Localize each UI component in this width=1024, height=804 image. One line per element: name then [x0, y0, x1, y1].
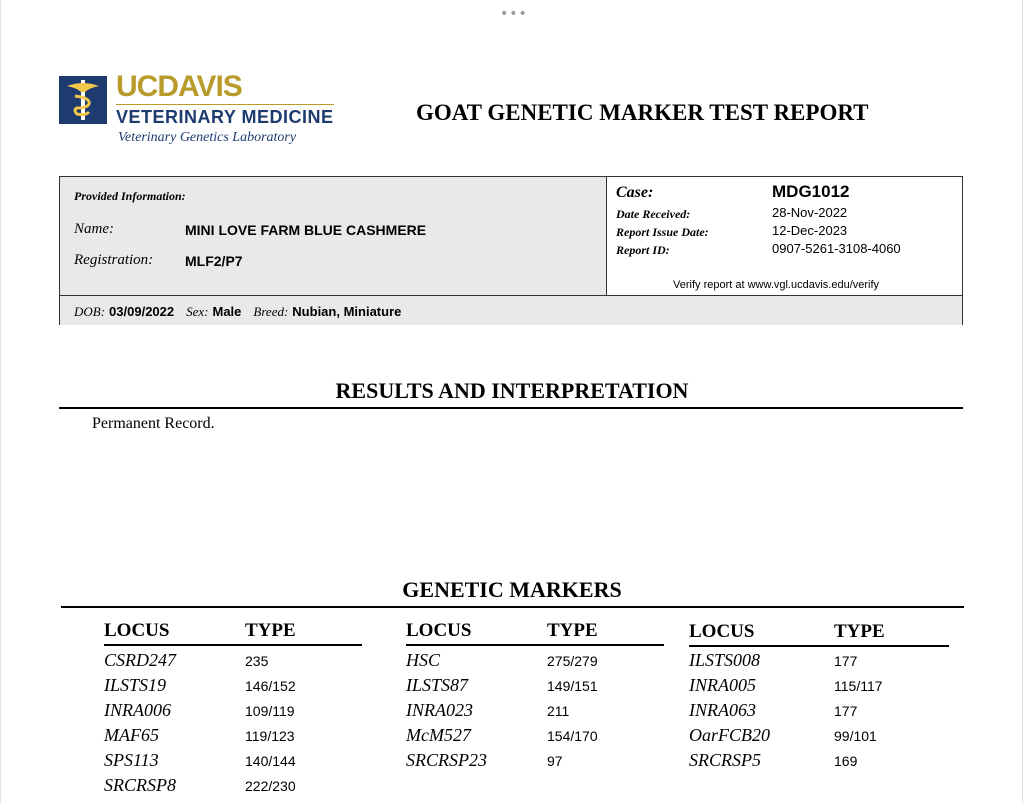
marker-type: 275/279: [547, 653, 598, 669]
date-received-label: Date Received:: [616, 207, 691, 221]
marker-locus: ILSTS008: [689, 650, 761, 670]
marker-locus: ILSTS87: [406, 675, 469, 695]
case-value: MDG1012: [772, 182, 850, 201]
marker-locus: SPS113: [104, 750, 159, 770]
logo-ucdavis-text: UCDAVIS: [116, 70, 242, 103]
registration-label: Registration:: [74, 252, 154, 268]
column-header-rule: [104, 644, 362, 646]
more-options-icon[interactable]: •••: [500, 6, 528, 22]
name-label: Name:: [74, 221, 114, 237]
marker-locus: INRA023: [406, 700, 473, 720]
marker-type: 109/119: [245, 703, 295, 719]
marker-type: 140/144: [245, 753, 296, 769]
marker-type: 97: [547, 753, 563, 769]
verify-link[interactable]: Verify report at www.vgl.ucdavis.edu/verify: [673, 279, 880, 291]
locus-header: LOCUS: [104, 620, 170, 641]
case-label: Case:: [616, 184, 654, 201]
marker-locus: CSRD247: [104, 650, 176, 670]
type-header: TYPE: [245, 620, 296, 641]
breed-label: Breed:: [253, 304, 289, 319]
marker-type: 99/101: [834, 728, 877, 744]
logo-lab-text: Veterinary Genetics Laboratory: [118, 130, 297, 145]
marker-locus: SRCRSP5: [689, 750, 761, 770]
column-header-rule: [406, 644, 664, 646]
marker-type: 115/117: [834, 678, 883, 694]
issue-date-value: 12-Dec-2023: [772, 223, 848, 238]
provided-info-heading: Provided Information:: [74, 189, 186, 203]
marker-locus: INRA005: [689, 675, 756, 695]
report-id-value: 0907-5261-3108-4060: [772, 241, 901, 256]
marker-type: 146/152: [245, 678, 296, 694]
dob-value: 03/09/2022: [109, 304, 175, 319]
name-value: MINI LOVE FARM BLUE CASHMERE: [185, 222, 427, 238]
report-id-label: Report ID:: [616, 243, 670, 257]
marker-type: 154/170: [547, 728, 598, 744]
marker-type: 177: [834, 703, 858, 719]
marker-locus: HSC: [406, 650, 441, 670]
markers-title: GENETIC MARKERS: [402, 577, 622, 602]
caduceus-icon: [59, 76, 107, 124]
animal-info-bar: [60, 295, 962, 325]
registration-value: MLF2/P7: [185, 253, 243, 269]
marker-locus: ILSTS19: [104, 675, 167, 695]
column-header-rule: [689, 645, 949, 647]
marker-type: 177: [834, 653, 858, 669]
marker-type: 149/151: [547, 678, 598, 694]
markers-rule: [61, 606, 964, 608]
marker-type: 235: [245, 653, 269, 669]
marker-locus: McM527: [406, 725, 471, 745]
marker-locus: SRCRSP8: [104, 775, 176, 795]
marker-locus: SRCRSP23: [406, 750, 487, 770]
date-received-value: 28-Nov-2022: [772, 205, 848, 220]
sex-label: Sex:: [186, 304, 209, 319]
issue-date-label: Report Issue Date:: [616, 225, 709, 239]
results-title: RESULTS AND INTERPRETATION: [335, 378, 689, 403]
logo-school-text: VETERINARY MEDICINE: [116, 107, 334, 127]
provided-info-panel: [60, 177, 607, 295]
marker-type: 222/230: [245, 778, 296, 794]
marker-locus: INRA006: [104, 700, 171, 720]
report-title: GOAT GENETIC MARKER TEST REPORT: [416, 100, 869, 125]
results-rule: [59, 407, 963, 409]
marker-locus: OarFCB20: [689, 725, 770, 745]
marker-type: 119/123: [245, 728, 295, 744]
ucdavis-logo: [59, 70, 349, 154]
locus-header: LOCUS: [406, 620, 472, 641]
info-box: [59, 176, 963, 325]
marker-type: 169: [834, 753, 858, 769]
marker-locus: INRA063: [689, 700, 756, 720]
marker-locus: MAF65: [104, 725, 159, 745]
locus-header: LOCUS: [689, 621, 755, 642]
marker-type: 211: [547, 703, 570, 719]
case-info-panel: [607, 177, 962, 295]
type-header: TYPE: [547, 620, 598, 641]
results-text: Permanent Record.: [92, 415, 215, 432]
dob-label: DOB:: [74, 304, 106, 319]
sex-value: Male: [212, 304, 242, 319]
type-header: TYPE: [834, 621, 885, 642]
logo-divider: [116, 104, 334, 105]
breed-value: Nubian, Miniature: [292, 304, 402, 319]
